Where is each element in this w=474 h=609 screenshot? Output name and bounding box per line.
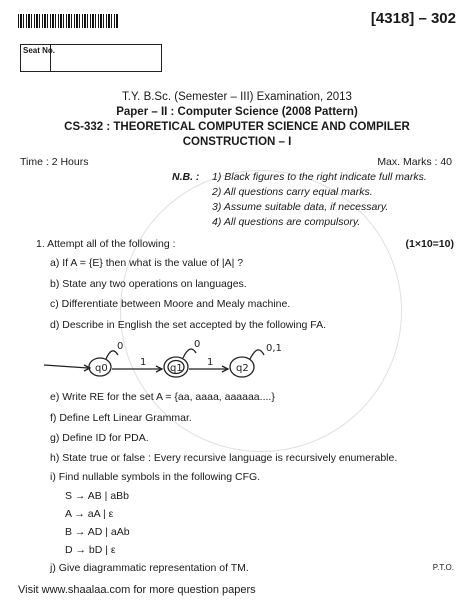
- finite-automaton-diagram: [0, 335, 474, 385]
- question-1-marks: (1×10=10): [405, 238, 454, 250]
- question-part-b: b) State any two operations on languages.: [50, 278, 247, 290]
- label-loop0: 0: [117, 341, 124, 352]
- question-part-c: c) Differentiate between Moore and Mealy machine.: [50, 298, 291, 310]
- question-part-f: f) Define Left Linear Grammar.: [50, 412, 192, 424]
- question-1-prompt: 1. Attempt all of the following :: [36, 238, 176, 250]
- grammar-rule-a: A → aA | ε: [65, 508, 114, 520]
- label-q0: q0: [95, 363, 108, 374]
- label-q2: q2: [236, 363, 249, 374]
- loop-q0: [106, 351, 118, 359]
- grammar-rule-s: S → AB | aBb: [65, 490, 130, 502]
- course-title-cont: CONSTRUCTION – I: [182, 136, 292, 148]
- seat-number-box: [20, 44, 162, 72]
- label-q1: q1: [170, 363, 183, 374]
- question-part-i: i) Find nullable symbols in the following CFG.: [50, 471, 261, 483]
- label-e2: 1: [207, 357, 214, 368]
- question-part-a: a) If A = {E} then what is the value of |A| ?: [50, 257, 244, 269]
- loop-q2: [250, 350, 264, 359]
- instruction-4: 4) All questions are compulsory.: [212, 216, 361, 228]
- course-title: CS-332 : THEORETICAL COMPUTER SCIENCE AND COMPILER: [64, 121, 410, 133]
- question-part-j: j) Give diagrammatic representation of TM.: [50, 562, 249, 574]
- barcode: [18, 14, 118, 28]
- pto-label: P.T.O.: [432, 563, 454, 572]
- max-marks-label: Max. Marks : 40: [377, 156, 452, 168]
- question-part-d: d) Describe in English the set accepted by the following FA.: [50, 319, 327, 331]
- start-arrow: [44, 365, 88, 368]
- exam-title: T.Y. B.Sc. (Semester – III) Examination, 2013: [122, 91, 352, 103]
- instruction-1: 1) Black figures to the right indicate full marks.: [212, 171, 427, 183]
- nb-label: N.B. :: [172, 171, 200, 183]
- label-e1: 1: [140, 357, 147, 368]
- label-loop1: 0: [194, 339, 201, 350]
- instruction-2: 2) All questions carry equal marks.: [212, 186, 373, 198]
- question-part-g: g) Define ID for PDA.: [50, 432, 149, 444]
- grammar-rule-d: D → bD | ε: [65, 544, 116, 556]
- loop-q1: [183, 349, 196, 358]
- time-label: Time : 2 Hours: [20, 156, 89, 168]
- question-part-h: h) State true or false : Every recursive language is recursively enumerable.: [50, 452, 398, 464]
- seat-label: Seat No.: [21, 45, 51, 71]
- instruction-3: 3) Assume suitable data, if necessary.: [212, 201, 389, 213]
- paper-title: Paper – II : Computer Science (2008 Pattern): [116, 106, 358, 118]
- grammar-rule-b: B → AD | aAb: [65, 526, 130, 538]
- label-loop2: 0,1: [266, 343, 282, 354]
- footer-link[interactable]: Visit www.shaalaa.com for more question papers: [18, 584, 256, 596]
- question-part-e: e) Write RE for the set A = {aa, aaaa, aaaaaa....}: [50, 391, 275, 403]
- paper-code: [4318] – 302: [370, 10, 456, 27]
